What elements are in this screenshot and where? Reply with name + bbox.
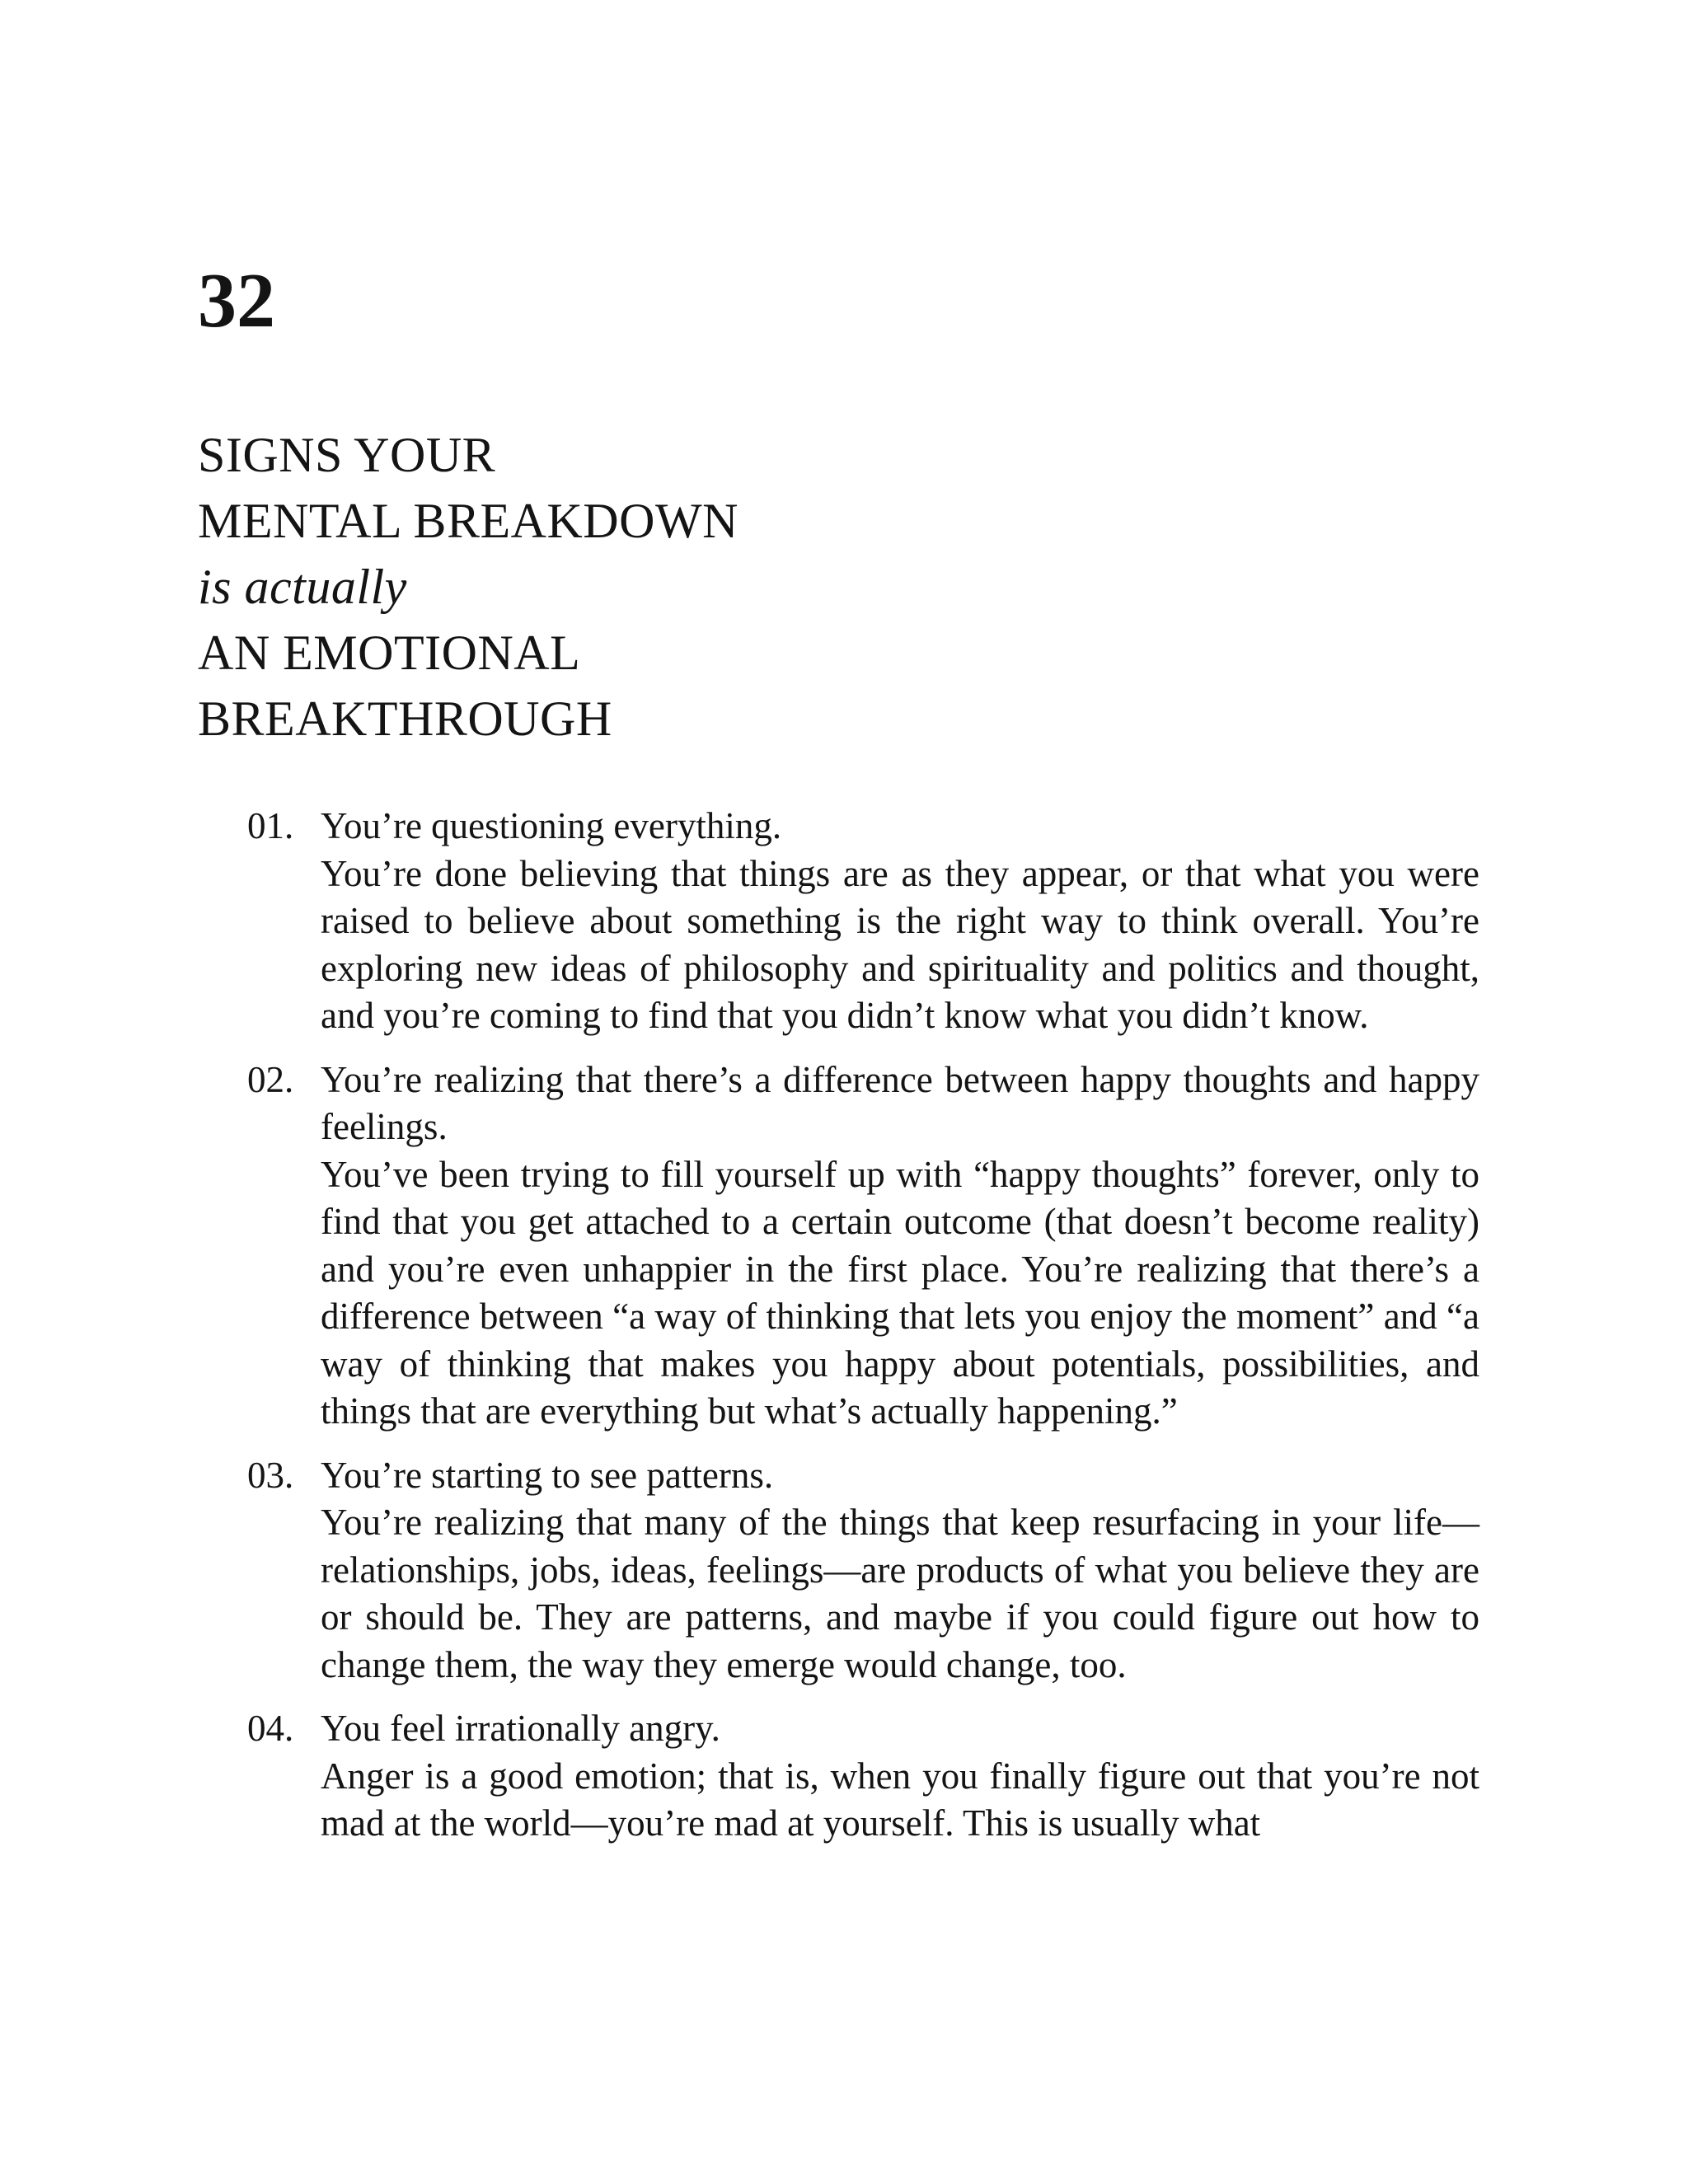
list-item (247, 1057, 1479, 1436)
sign-number: 03. (247, 1454, 294, 1496)
title-line-1: SIGNS YOUR (198, 428, 496, 482)
sign-body: Anger is a good emotion; that is, when you finally figure out that you’re not mad at the world—you’re mad at yourself. This is usually what (321, 1755, 1479, 1844)
signs-list (247, 803, 1479, 1864)
sign-body: You’ve been trying to fill yourself up with “happy thoughts” forever, only to find that you get attached to a certain outcome (that doesn’t become reality) and you’re even unhappier in the first place. You’re realizing that there’s a difference between “a way of thinking that lets you enjoy the moment” and “a way of thinking that makes you happy about potentials, possibilities, and things that are everything but what’s actually happening.” (321, 1153, 1479, 1432)
title-line-4: AN EMOTIONAL (198, 626, 581, 680)
list-item (247, 1705, 1479, 1848)
sign-number: 02. (247, 1058, 294, 1100)
list-item (247, 1452, 1479, 1690)
sign-number: 01. (247, 805, 294, 846)
sign-body: You’re done believing that things are as they appear, or that what you were raised to believe about something is the right way to think overall. You’re exploring new ideas of philosophy and spirituality and politics and thought, and you’re coming to find that you didn’t know what you didn’t know. (321, 852, 1479, 1036)
title-line-2: MENTAL BREAKDOWN (198, 494, 738, 548)
sign-heading: You’re starting to see patterns. (321, 1454, 774, 1496)
sign-body: You’re realizing that many of the things that keep resurfacing in your life—relationships, jobs, ideas, feelings—are products of what you believe they are or should be. They are patterns, and maybe if you could figure out how to change them, the way they emerge would change, too. (321, 1502, 1479, 1685)
title-line-5: BREAKTHROUGH (198, 691, 612, 746)
sign-number: 04. (247, 1708, 294, 1749)
list-item (247, 803, 1479, 1040)
sign-heading: You’re realizing that there’s a difference between happy thoughts and happy feelings. (321, 1058, 1479, 1147)
chapter-number: 32 (198, 258, 275, 344)
sign-heading: You’re questioning everything. (321, 805, 782, 846)
sign-heading: You feel irrationally angry. (321, 1708, 720, 1749)
chapter-title (198, 422, 738, 752)
title-line-3: is actually (198, 560, 407, 614)
